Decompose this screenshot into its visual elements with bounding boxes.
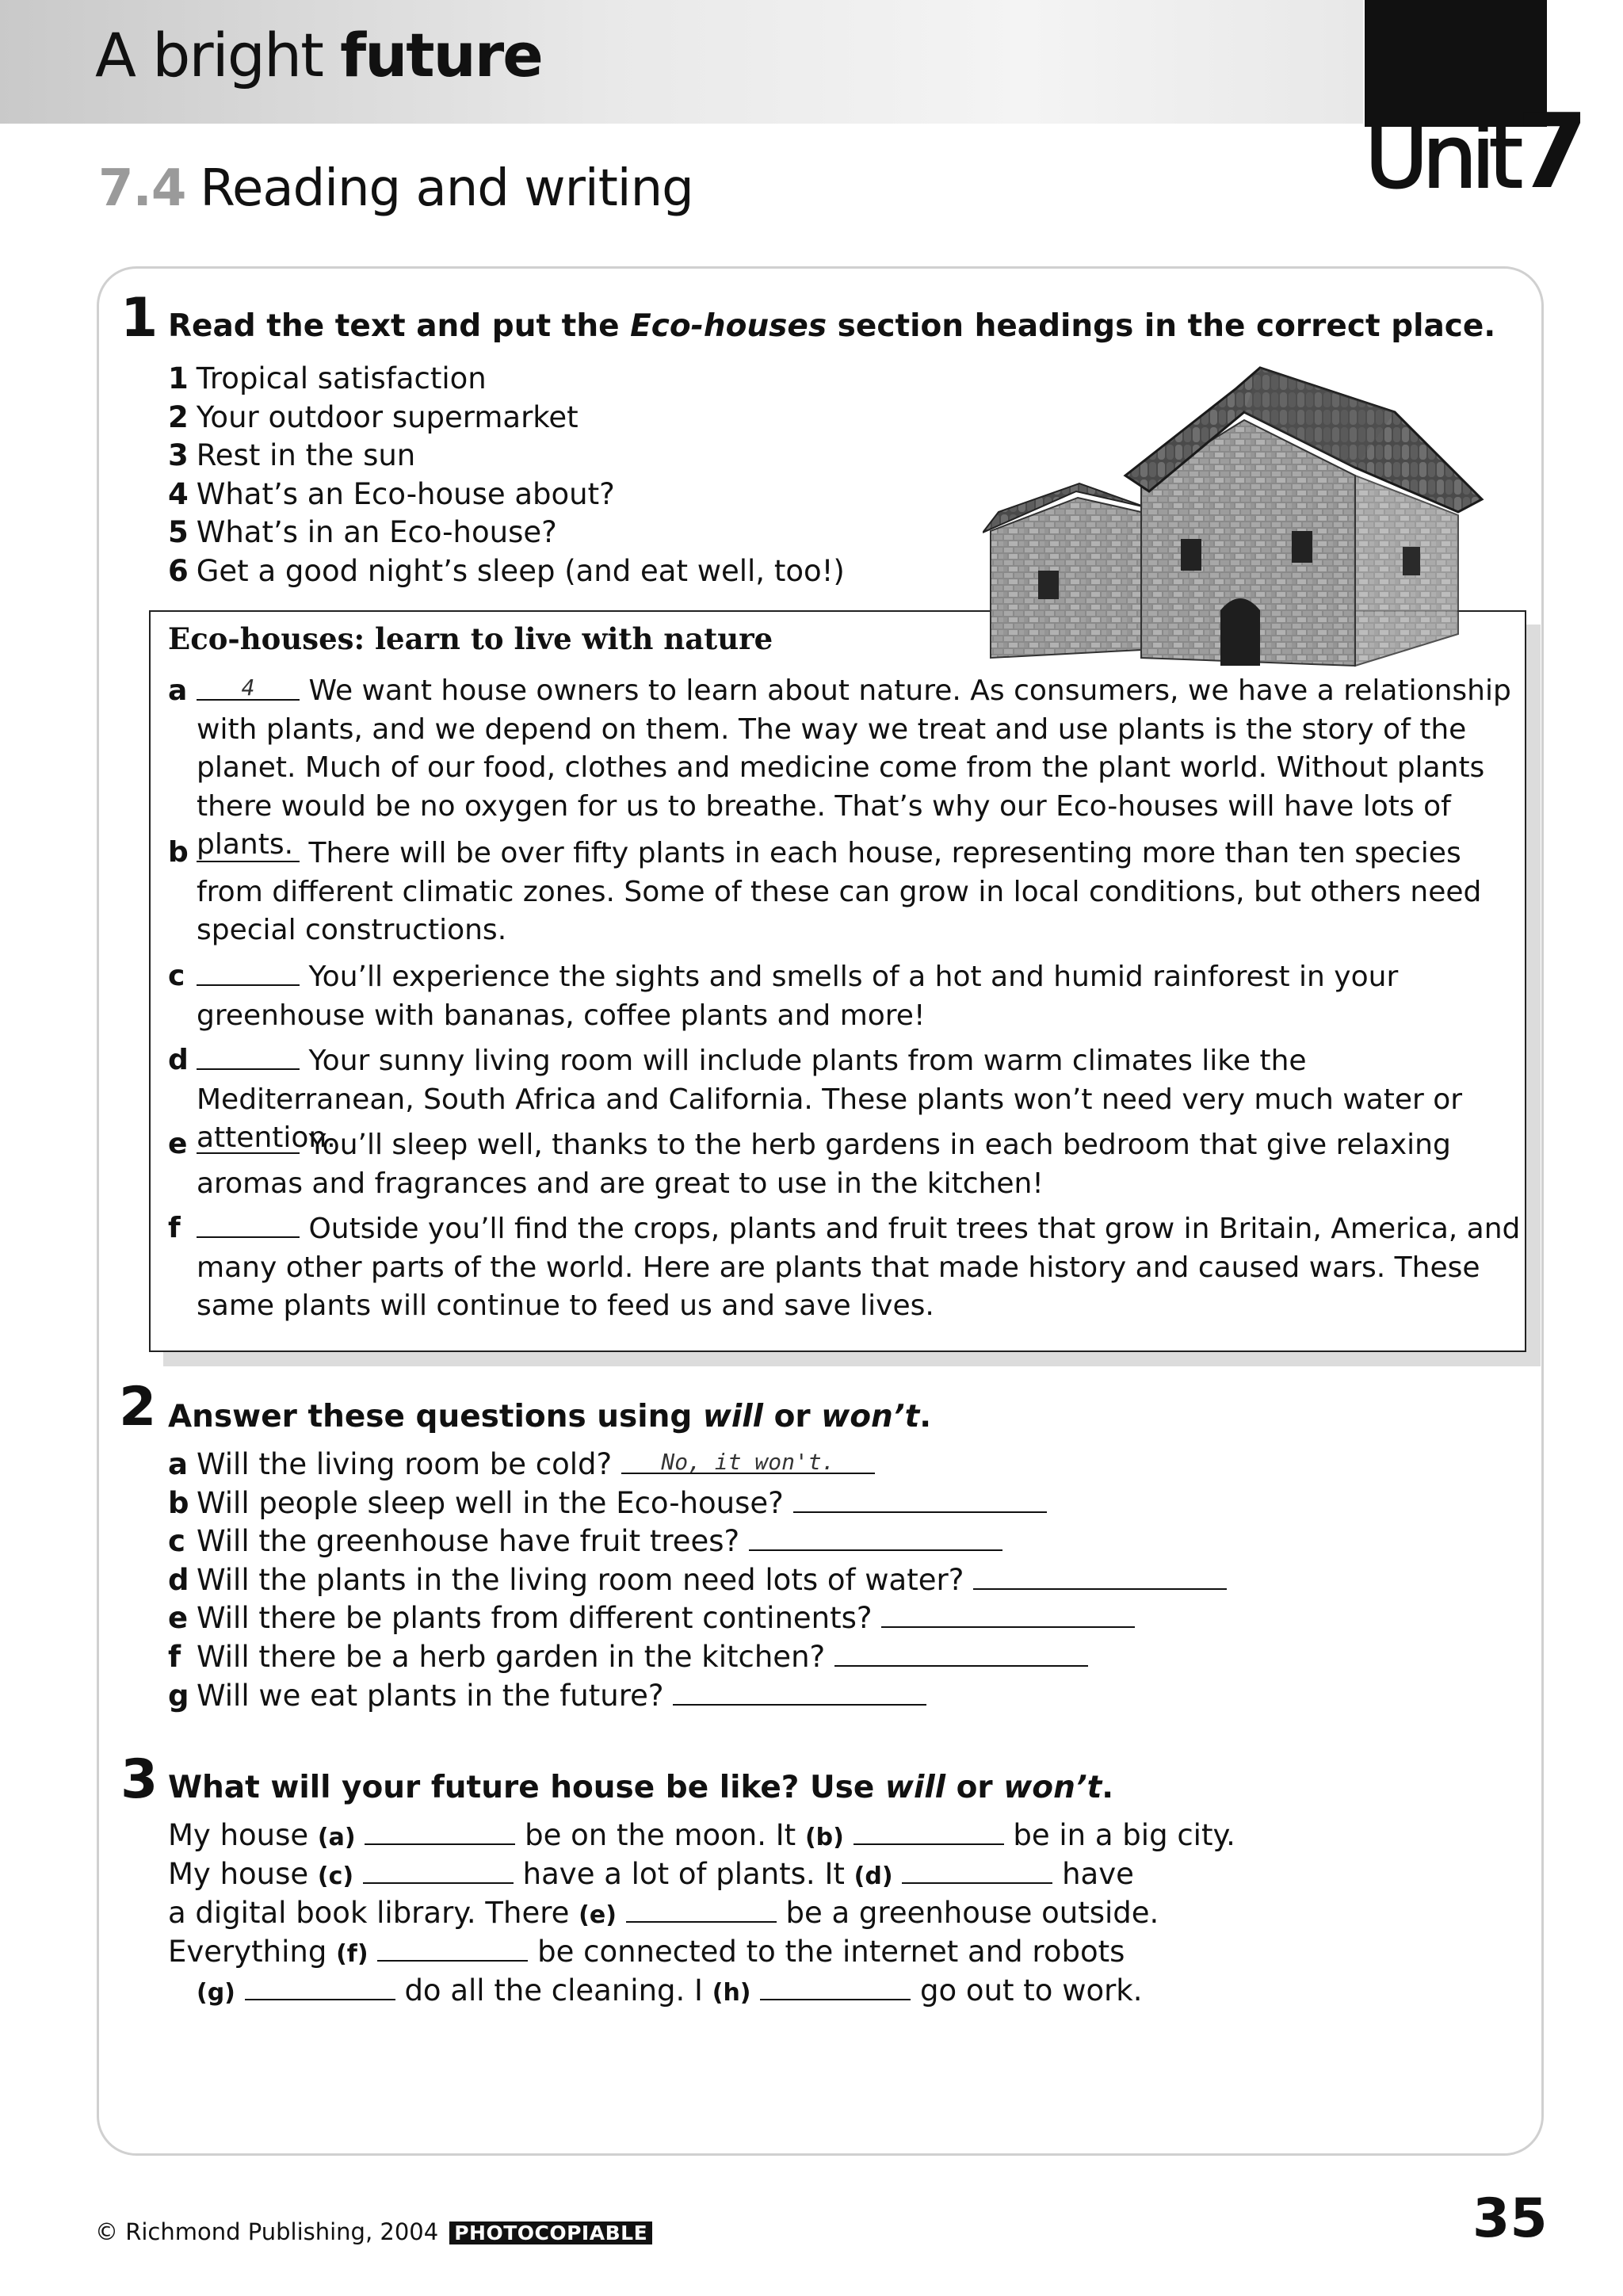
exercise-3-number: 3 [120, 1748, 158, 1811]
list-item: 4 What’s an Eco-house about? [168, 476, 615, 511]
answer-blank [197, 1125, 300, 1154]
exercise-2-title: Answer these questions using will or won’t. [168, 1399, 932, 1435]
answer-blank [673, 1677, 926, 1706]
unit-number: 7 [1516, 91, 1584, 212]
answer-blank [881, 1599, 1135, 1628]
section-number: 7.4 [98, 159, 186, 218]
fill-text-line-4: Everything (f) be connected to the internet and robots [168, 1935, 1125, 1969]
list-item: 5 What’s in an Eco-house? [168, 515, 557, 550]
text-box-title: Eco-houses: learn to live with nature [168, 621, 773, 656]
list-item: f Will there be a herb garden in the kitchen? [168, 1638, 1227, 1677]
answer-blank [834, 1638, 1088, 1667]
list-item: b Will people sleep well in the Eco-house? [168, 1484, 1227, 1523]
paragraph-e: e You’ll sleep well, thanks to the herb gardens in each bedroom that give relaxing aromas and fragrances and are great to use in the kitchen! [168, 1125, 1523, 1203]
answer-blank [854, 1817, 1004, 1845]
title-bold: future [340, 20, 542, 90]
fill-text-line-3: a digital book library. There (e) be a greenhouse outside. [168, 1896, 1159, 1930]
footer [95, 2218, 652, 2245]
heading-list [168, 360, 845, 591]
list-item: g Will we eat plants in the future? [168, 1677, 1227, 1716]
answer-blank [760, 1972, 911, 2000]
fill-text-line-2: My house (c) have a lot of plants. It (d) have [168, 1857, 1134, 1891]
answer-blank [621, 1446, 875, 1474]
paragraph-b: b There will be over fifty plants in each house, representing more than ten species from different climatic zones. Some of these can grow in local conditions, but others need special constructions. [168, 834, 1523, 950]
list-item: 6 Get a good night’s sleep (and eat well, too!) [168, 553, 845, 588]
stone-house-illustration [983, 357, 1506, 674]
list-item: e Will there be plants from different continents? [168, 1599, 1227, 1638]
answer-blank [363, 1855, 514, 1884]
unit-word: Unit [1365, 106, 1517, 208]
paragraph-f: f Outside you’ll find the crops, plants and fruit trees that grow in Britain, America, and many other parts of the world. Here are plants that made history and caused wars. These same plants will continue to feed us and save lives. [168, 1209, 1523, 1326]
handwritten-answer: 4 [241, 674, 255, 701]
question-list [168, 1446, 1227, 1715]
answer-blank [377, 1933, 528, 1962]
copyright-text: © Richmond Publishing, 2004 [95, 2218, 439, 2245]
exercise-3-title: What will your future house be like? Use will or won’t. [168, 1770, 1114, 1805]
answer-blank [197, 1209, 300, 1238]
answer-blank [197, 957, 300, 986]
page-number: 35 [1472, 2187, 1548, 2250]
answer-blank [197, 834, 300, 862]
answer-blank [902, 1855, 1052, 1884]
exercise-1-number: 1 [120, 287, 158, 350]
fill-text-line-1: My house (a) be on the moon. It (b) be in a big city. [168, 1818, 1235, 1852]
answer-blank [626, 1894, 777, 1923]
list-item: a Will the living room be cold? No, it won't. [168, 1446, 1227, 1484]
page-title [95, 20, 542, 90]
section-title [98, 159, 693, 218]
title-plain: A bright [95, 20, 341, 90]
list-item: d Will the plants in the living room need lots of water? [168, 1561, 1227, 1600]
list-item: 1 Tropical satisfaction [168, 361, 487, 395]
list-item: 3 Rest in the sun [168, 438, 416, 473]
photocopiable-badge: PHOTOCOPIABLE [449, 2222, 652, 2244]
answer-blank [197, 1041, 300, 1070]
unit-label [1365, 91, 1623, 212]
exercise-1-title: Read the text and put the Eco-houses section headings in the correct place. [168, 308, 1496, 344]
section-title-text: Reading and writing [200, 159, 693, 218]
answer-blank [197, 672, 300, 701]
list-item: c Will the greenhouse have fruit trees? [168, 1522, 1227, 1561]
list-item: 2 Your outdoor supermarket [168, 399, 579, 434]
paragraph-a: a 4 We want house owners to learn about nature. As consumers, we have a relationship with plants, and we depend on them. The way we treat and use plants is the story of the planet. Much of our food, clothes and medicine come from the plant world. Without plants there would be no oxygen for us to breathe. That’s why our Eco-houses will have lots of plants. [168, 672, 1523, 865]
answer-blank [793, 1484, 1047, 1513]
handwritten-answer: No, it won't. [661, 1449, 835, 1475]
paragraph-d: d Your sunny living room will include plants from warm climates like the Mediterranean, South Africa and California. These plants won’t need very much water or attention. [168, 1041, 1523, 1158]
paragraph-c: c You’ll experience the sights and smells of a hot and humid rainforest in your greenhouse with bananas, coffee plants and more! [168, 957, 1523, 1035]
answer-blank [245, 1972, 395, 2000]
answer-blank [973, 1561, 1227, 1590]
fill-text-line-5: (g) do all the cleaning. I (h) go out to work. [197, 1973, 1143, 2008]
exercise-2-number: 2 [119, 1376, 157, 1438]
answer-blank [749, 1522, 1002, 1551]
answer-blank [365, 1817, 515, 1845]
